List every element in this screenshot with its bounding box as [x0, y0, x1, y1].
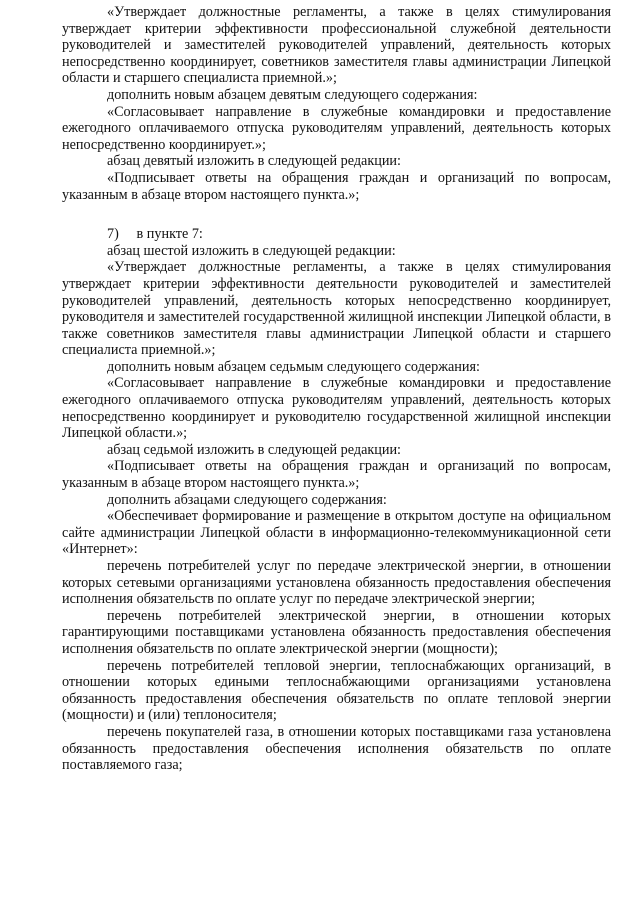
paragraph: дополнить новым абзацем девятым следующего содержания:: [107, 86, 478, 103]
paragraph-gap: [62, 203, 611, 226]
paragraph: абзац девятый изложить в следующей редакции:: [107, 153, 401, 170]
paragraph: дополнить новым абзацем седьмым следующего содержания:: [107, 358, 480, 375]
paragraph: «Утверждает должностные регламенты, а также в целях стимулирования утверждает критерии эффективности деятельности руководителей и заместителей руководителей управлений, деятельность которых непосредственно координирует, руководителя и заместителей государственной жилищной инспекции Липецкой области, в также советников заместителя главы администрации Липецкой области и старшего специалиста приемной.»;: [62, 259, 611, 359]
list-item-heading: 7) в пункте 7:: [107, 226, 203, 243]
paragraph: перечень потребителей услуг по передаче электрической энергии, в отношении которых сетевыми организациями установлена обязанность предоставления обеспечения исполнения обязательств по оплате услуг по передаче электрической энергии;: [62, 558, 611, 608]
paragraph: перечень покупателей газа, в отношении которых поставщиками газа установлена обязанность предоставления обеспечения исполнения обязательств по оплате поставляемого газа;: [62, 723, 611, 774]
paragraph: «Подписывает ответы на обращения граждан и организаций по вопросам, указанным в абзаце втором настоящего пункта.»;: [62, 458, 611, 492]
paragraph: перечень потребителей тепловой энергии, теплоснабжающих организаций, в отношении которых едиными теплоснабжающими организациями установлена обязанность предоставления обеспечения обязательств по оплате тепловой энергии (мощности) и (или) теплоносителя;: [62, 657, 611, 724]
paragraph: «Утверждает должностные регламенты, а также в целях стимулирования утверждает критерии эффективности профессиональной служебной деятельности руководителей и заместителей руководителей управлений, деятельность которых непосредственно координирует, советников заместителя главы администрации Липецкой области и старшего специалиста приемной.»;: [62, 4, 611, 87]
paragraph: перечень потребителей электрической энергии, в отношении которых гарантирующими поставщиками установлена обязанность предоставления обеспечения исполнения обязательств по оплате электрической энергии (мощности);: [62, 607, 611, 657]
paragraph: «Согласовывает направление в служебные командировки и предоставление ежегодного оплачиваемого отпуска руководителям управлений, деятельность которых непосредственно координирует.»;: [62, 103, 611, 153]
paragraph: абзац седьмой изложить в следующей редакции:: [107, 441, 402, 458]
paragraph: абзац шестой изложить в следующей редакции:: [107, 242, 396, 259]
document-page: [62, 4, 611, 774]
paragraph: «Обеспечивает формирование и размещение в открытом доступе на официальном сайте администрации Липецкой области в информационно-телекоммуникационной сети «Интернет»:: [62, 508, 611, 558]
paragraph: «Согласовывает направление в служебные командировки и предоставление ежегодного оплачиваемого отпуска руководителям управлений, деятельность которых непосредственно координирует и руководителю государственной жилищной инспекции Липецкой области.»;: [62, 375, 611, 442]
paragraph: «Подписывает ответы на обращения граждан и организаций по вопросам, указанным в абзаце втором настоящего пункта.»;: [62, 169, 611, 203]
paragraph: дополнить абзацами следующего содержания:: [107, 491, 387, 508]
